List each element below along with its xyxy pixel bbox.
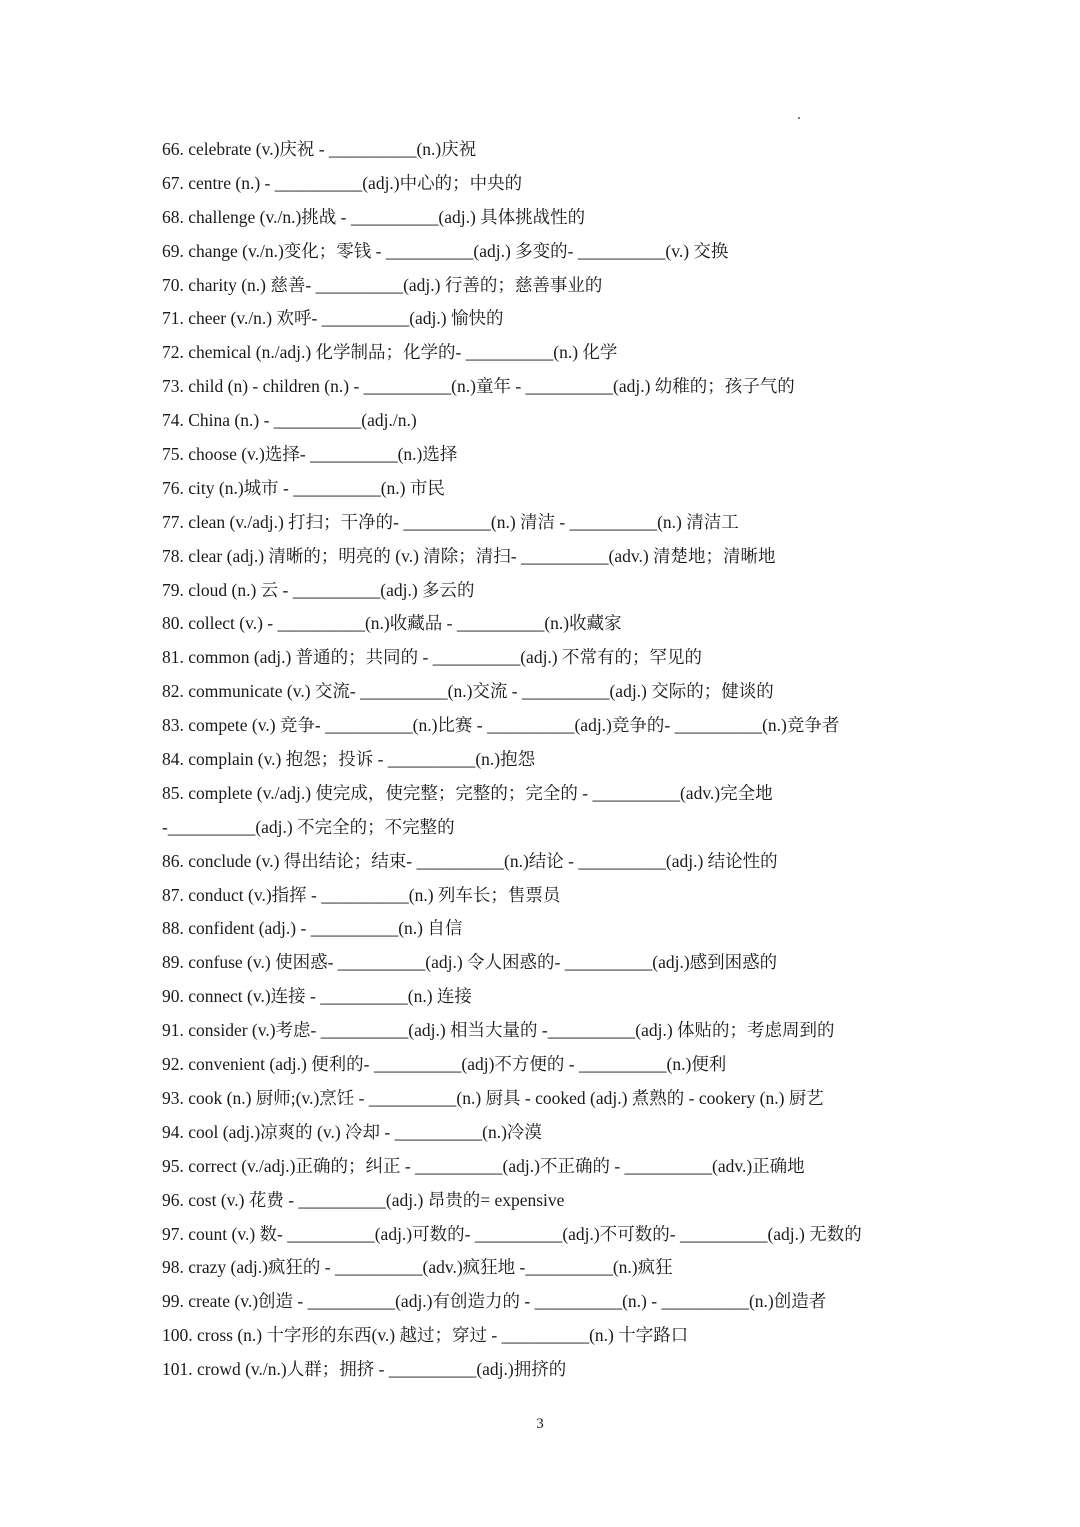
vocabulary-entry: 93. cook (n.) 厨师;(v.)烹饪 - __________(n.) 厨具 - cooked (adj.) 煮熟的 - cookery (n.) 厨艺 xyxy=(162,1087,824,1108)
vocabulary-entry: 83. compete (v.) 竞争- __________(n.)比赛 - __________(adj.)竞争的- __________(n.)竞争者 xyxy=(162,715,840,736)
vocabulary-entry: 80. collect (v.) - __________(n.)收藏品 - __________(n.)收藏家 xyxy=(162,613,622,634)
vocabulary-entry: 100. cross (n.) 十字形的东西(v.) 越过；穿过 - __________(n.) 十字路口 xyxy=(162,1325,689,1346)
vocabulary-entry: 94. cool (adj.)凉爽的 (v.) 冷却 - __________(n.)冷漠 xyxy=(162,1121,542,1142)
vocabulary-entry: 71. cheer (v./n.) 欢呼- __________(adj.) 愉快的 xyxy=(162,308,504,329)
vocabulary-entry: 92. convenient (adj.) 便利的- __________(adj)不方便的 - __________(n.)便利 xyxy=(162,1054,727,1075)
vocabulary-entry: 91. consider (v.)考虑- __________(adj.) 相当大量的 -__________(adj.) 体贴的；考虑周到的 xyxy=(162,1020,835,1041)
vocabulary-entry: 79. cloud (n.) 云 - __________(adj.) 多云的 xyxy=(162,579,475,600)
vocabulary-entry: 96. cost (v.) 花费 - __________(adj.) 昂贵的= expensive xyxy=(162,1189,565,1210)
vocabulary-entry: 72. chemical (n./adj.) 化学制品；化学的- __________(n.) 化学 xyxy=(162,342,618,363)
vocabulary-entry: 87. conduct (v.)指挥 - __________(n.) 列车长；售票员 xyxy=(162,884,561,905)
vocabulary-entry: 99. create (v.)创造 - __________(adj.)有创造力的 - __________(n.) - __________(n.)创造者 xyxy=(162,1291,827,1312)
vocabulary-entry: 85. complete (v./adj.) 使完成，使完整；完整的；完全的 - __________(adv.)完全地 xyxy=(162,782,773,803)
vocabulary-entry: -__________(adj.) 不完全的；不完整的 xyxy=(162,816,455,837)
vocabulary-entry: 90. connect (v.)连接 - __________(n.) 连接 xyxy=(162,986,472,1007)
vocabulary-entry: 97. count (v.) 数- __________(adj.)可数的- __________(adj.)不可数的- __________(adj.) 无数的 xyxy=(162,1223,862,1244)
vocabulary-entry: 78. clear (adj.) 清晰的；明亮的 (v.) 清除；清扫- __________(adv.) 清楚地；清晰地 xyxy=(162,545,776,566)
vocabulary-entry: 68. challenge (v./n.)挑战 - __________(adj.) 具体挑战性的 xyxy=(162,206,586,227)
vocabulary-entry: 74. China (n.) - __________(adj./n.) xyxy=(162,410,417,431)
vocabulary-entry: 77. clean (v./adj.) 打扫；干净的- __________(n.) 清洁 - __________(n.) 清洁工 xyxy=(162,511,739,532)
vocabulary-entry: 75. choose (v.)选择- __________(n.)选择 xyxy=(162,444,458,465)
vocabulary-entry: 88. confident (adj.) - __________(n.) 自信 xyxy=(162,918,463,939)
vocabulary-list xyxy=(162,133,932,1387)
vocabulary-entry: 81. common (adj.) 普通的；共同的 - __________(adj.) 不常有的；罕见的 xyxy=(162,647,703,668)
vocabulary-entry: 76. city (n.)城市 - __________(n.) 市民 xyxy=(162,477,445,498)
scan-speck xyxy=(798,117,800,119)
vocabulary-entry: 89. confuse (v.) 使困惑- __________(adj.) 令人困惑的- __________(adj.)感到困惑的 xyxy=(162,952,778,973)
vocabulary-entry: 86. conclude (v.) 得出结论；结束- __________(n.)结论 - __________(adj.) 结论性的 xyxy=(162,850,778,871)
vocabulary-entry: 82. communicate (v.) 交流- __________(n.)交流 - __________(adj.) 交际的；健谈的 xyxy=(162,681,774,702)
vocabulary-entry: 84. complain (v.) 抱怨；投诉 - __________(n.)抱怨 xyxy=(162,749,536,770)
vocabulary-entry: 67. centre (n.) - __________(adj.)中心的；中央的 xyxy=(162,172,523,193)
vocabulary-entry: 98. crazy (adj.)疯狂的 - __________(adv.)疯狂地 -__________(n.)疯狂 xyxy=(162,1257,673,1278)
vocabulary-entry: 95. correct (v./adj.)正确的；纠正 - __________(adj.)不正确的 - __________(adv.)正确地 xyxy=(162,1155,805,1176)
vocabulary-entry: 66. celebrate (v.)庆祝 - __________(n.)庆祝 xyxy=(162,139,477,159)
vocabulary-entry: 101. crowd (v./n.)人群；拥挤 - __________(adj.)拥挤的 xyxy=(162,1359,567,1380)
vocabulary-entry: 73. child (n) - children (n.) - __________(n.)童年 - __________(adj.) 幼稚的；孩子气的 xyxy=(162,376,795,397)
vocabulary-entry: 70. charity (n.) 慈善- __________(adj.) 行善的；慈善事业的 xyxy=(162,274,603,295)
vocabulary-entry: 69. change (v./n.)变化；零钱 - __________(adj.) 多变的- __________(v.) 交换 xyxy=(162,240,729,261)
page-number: 3 xyxy=(536,1416,544,1432)
